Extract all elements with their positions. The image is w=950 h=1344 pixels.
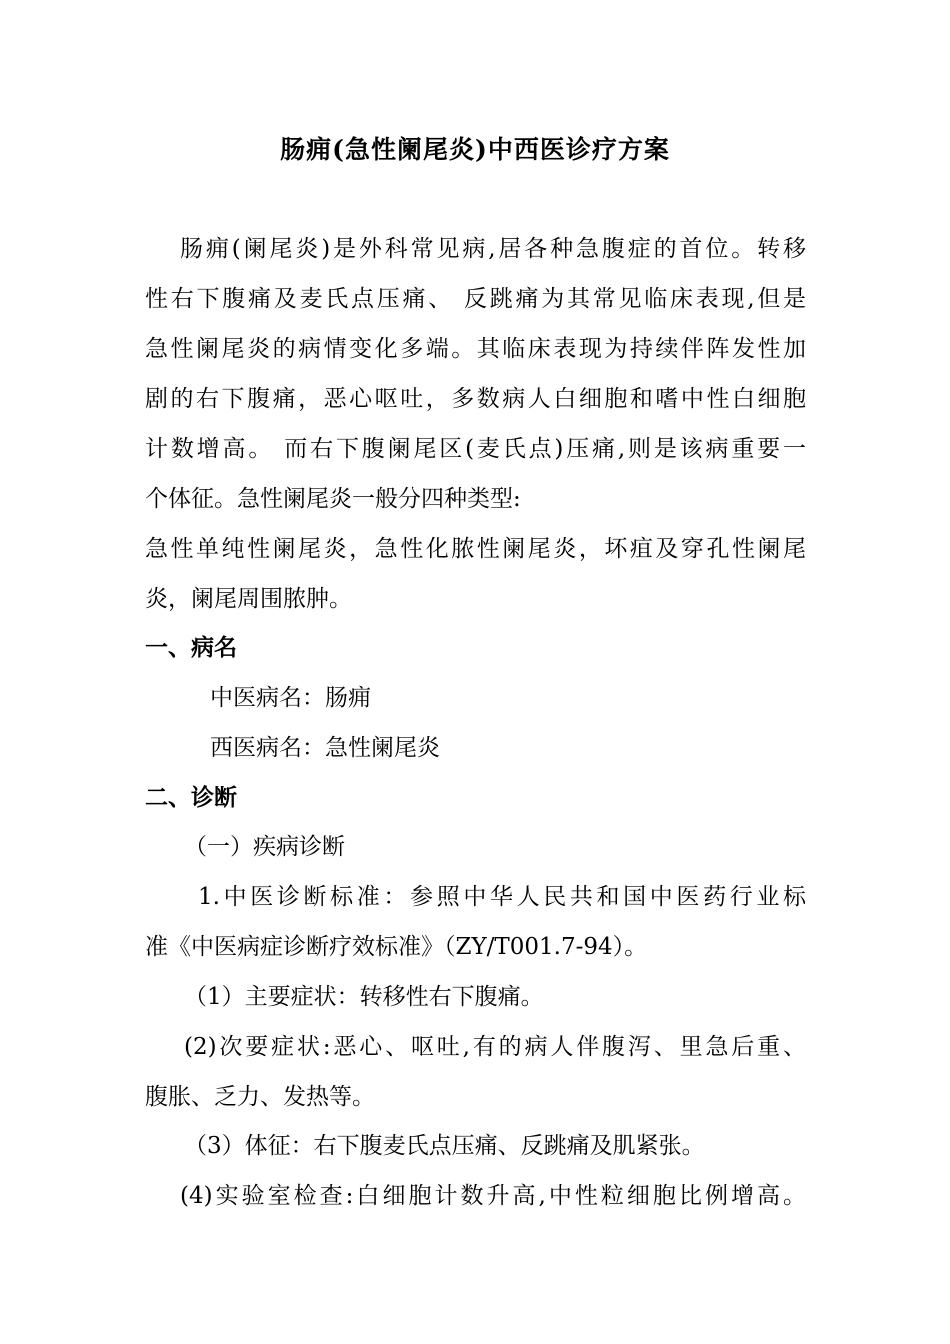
intro-line-2: 性右下腹痛及麦氏点压痛、 反跳痛为其常见临床表现,但是 (145, 286, 806, 312)
section-heading-diagnosis: 二、诊断 (145, 784, 237, 811)
intro-line-6: 个体征。急性阑尾炎一般分四种类型: (145, 486, 521, 512)
subsection-disease-diagnosis: （一）疾病诊断 (184, 834, 345, 860)
secondary-symptoms-line-1: (2)次要症状:恶心、呕吐,有的病人伴腹泻、里急后重、 (184, 1034, 806, 1060)
section-heading-disease-name: 一、病名 (145, 634, 237, 661)
criteria-line-2: 准《中医病症诊断疗效标准》（ZY/T001.7-94）。 (145, 934, 648, 960)
intro-line-4: 剧的右下腹痛，恶心呕吐，多数病人白细胞和嗜中性白细胞 (145, 386, 806, 412)
intro-line-1: 肠痈(阑尾炎)是外科常见病,居各种急腹症的首位。转移 (180, 236, 806, 262)
criteria-line-1: 1.中医诊断标准：参照中华人民共和国中医药行业标 (198, 884, 806, 910)
intro-line-8: 炎，阑尾周围脓肿。 (145, 586, 352, 612)
tcm-disease-name: 中医病名：肠痈 (210, 685, 371, 711)
western-disease-name: 西医病名：急性阑尾炎 (210, 735, 440, 761)
lab-tests: (4)实验室检查:白细胞计数升高,中性粒细胞比例增高。 (180, 1183, 806, 1209)
physical-signs: （3）体征：右下腹麦氏点压痛、反跳痛及肌紧张。 (184, 1133, 705, 1159)
intro-line-5: 计数增高。 而右下腹阑尾区(麦氏点)压痛,则是该病重要一 (145, 436, 806, 462)
main-symptoms: （1）主要症状：转移性右下腹痛。 (184, 984, 544, 1010)
intro-line-3: 急性阑尾炎的病情变化多端。其临床表现为持续伴阵发性加 (145, 336, 806, 362)
intro-line-7: 急性单纯性阑尾炎，急性化脓性阑尾炎，坏疽及穿孔性阑尾 (145, 536, 806, 562)
document-title: 肠痈(急性阑尾炎)中西医诊疗方案 (280, 135, 670, 164)
secondary-symptoms-line-2: 腹胀、乏力、发热等。 (145, 1084, 375, 1110)
